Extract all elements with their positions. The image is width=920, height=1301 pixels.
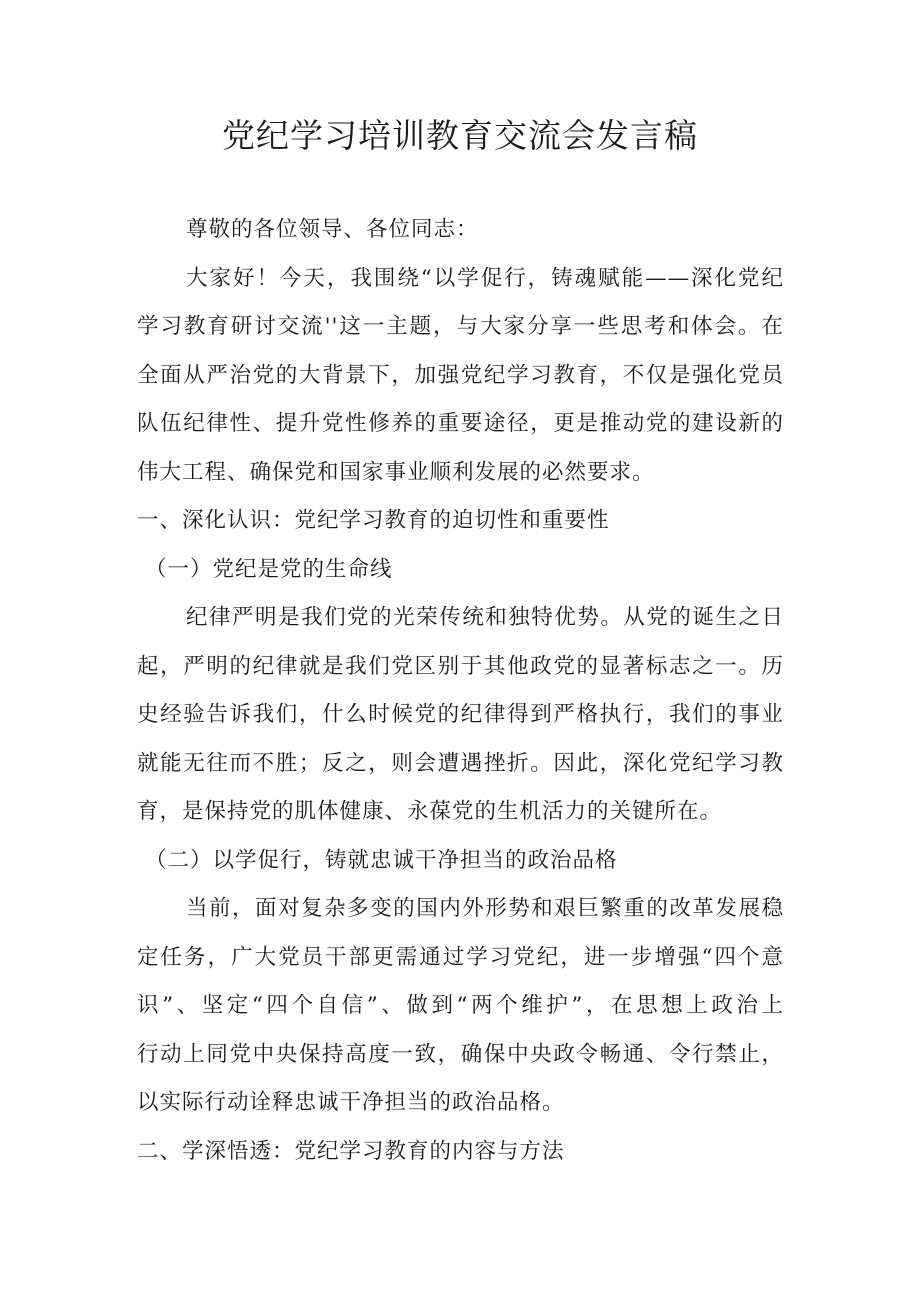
intro-line-4: 队伍纪律性、提升党性修养的重要途径，更是推动党的建设新的 (137, 411, 784, 436)
sub2-line-3: 识”、坚定“四个自信”、做到“两个维护”，在思想上政治上 (137, 993, 784, 1018)
sub1-line-3: 史经验告诉我们，什么时候党的纪律得到严格执行，我们的事业 (137, 702, 784, 727)
sub1-line-1: 纪律严明是我们党的光荣传统和独特优势。从党的诞生之日 (186, 605, 784, 630)
section-heading-1: 一、深化认识：党纪学习教育的迫切性和重要性 (137, 508, 610, 533)
section-heading-2: 二、学深悟透：党纪学习教育的内容与方法 (137, 1139, 565, 1164)
subsection-heading-1: （一）党纪是党的生命线 (145, 557, 393, 582)
sub2-line-1: 当前，面对复杂多变的国内外形势和艰巨繁重的改革发展稳 (186, 896, 784, 921)
intro-line-1: 大家好！今天，我围绕“以学促行，铸魂赋能——深化党纪 (186, 266, 784, 291)
sub2-line-2: 定任务，广大党员干部更需通过学习党纪，进一步增强“四个意 (137, 945, 784, 970)
sub2-line-5: 以实际行动诠释忠诚干净担当的政治品格。 (137, 1090, 565, 1115)
sub1-line-5: 育，是保持党的肌体健康、永葆党的生机活力的关键所在。 (137, 799, 723, 824)
sub1-line-4: 就能无往而不胜；反之，则会遭遇挫折。因此，深化党纪学习教 (137, 751, 784, 776)
intro-line-2: 学习教育研讨交流''这一主题，与大家分享一些思考和体会。在 (137, 314, 784, 339)
greeting-line: 尊敬的各位领导、各位同志： (186, 217, 479, 242)
intro-line-3: 全面从严治党的大背景下，加强党纪学习教育，不仅是强化党员 (137, 363, 784, 388)
sub2-line-4: 行动上同党中央保持高度一致，确保中央政令畅通、令行禁止， (137, 1042, 784, 1067)
subsection-heading-2: （二）以学促行，铸就忠诚干净担当的政治品格 (145, 848, 618, 873)
sub1-line-2: 起，严明的纪律就是我们党区别于其他政党的显著标志之一。历 (137, 654, 784, 679)
document-title: 党纪学习培训教育交流会发言稿 (222, 116, 698, 155)
intro-line-5: 伟大工程、确保党和国家事业顺利发展的必然要求。 (137, 460, 655, 485)
